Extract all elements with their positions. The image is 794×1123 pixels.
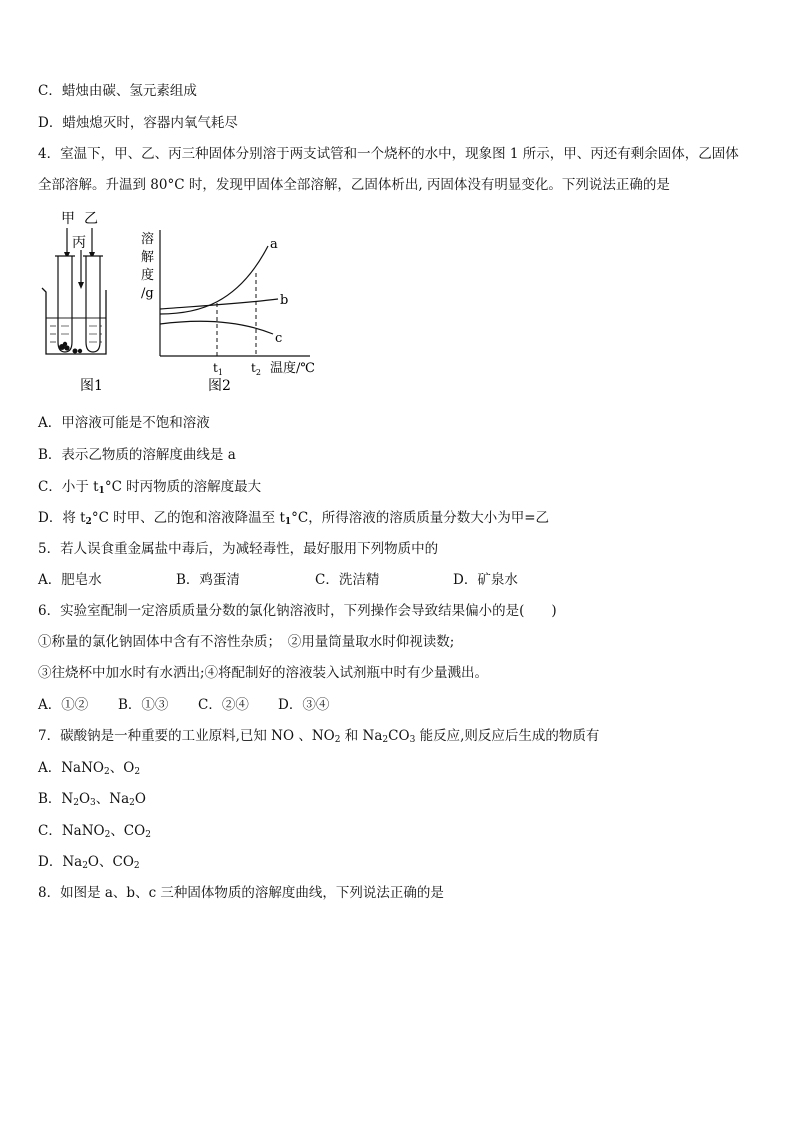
q7-option-d: D．$Na_2O$、$CO_2$ <box>38 854 140 871</box>
figure1 <box>42 211 106 394</box>
q7-option-a: A．NaNO$_2$、$O_2$ <box>38 760 141 777</box>
curve-c-label: c <box>275 331 283 346</box>
q5-option-b: B．鸡蛋清 <box>176 572 240 588</box>
q4-option-c: C．小于 $t_1^\circ C$ 时丙物质的溶解度最大 <box>38 479 262 496</box>
q5-stem: 5．若人误食重金属盐中毒后，为减轻毒性，最好服用下列物质中的 <box>38 541 439 557</box>
q6-option-a: A．①② <box>38 697 89 713</box>
ylabel-char-3: 度 <box>141 268 155 283</box>
q4-stem-line2: 全部溶解。升温到 80°C 时，发现甲固体全部溶解，乙固体析出, 丙固体没有明显变化。下列说法正确的是 <box>38 177 670 193</box>
q5-option-a: A．肥皂水 <box>38 572 102 588</box>
t1-label: $t_1$ <box>213 361 223 377</box>
prev-option-d: D．蜡烛熄灭时，容器内氧气耗尽 <box>38 115 238 131</box>
label-bing: 丙 <box>72 235 86 251</box>
ylabel-char-2: 解 <box>141 250 155 265</box>
q7-stem: 7．碳酸钠是一种重要的工业原料,已知 NO 、$NO_2$ 和 $Na_2CO_3$ 能反应,则反应后生成的物质有 <box>38 728 600 745</box>
q4-stem-line1: 4．室温下，甲、乙、丙三种固体分别溶于两支试管和一个烧杯的水中，现象图 1 所示，甲、丙还有剩余固体，乙固体 <box>38 146 739 162</box>
q4-option-a: A．甲溶液可能是不饱和溶液 <box>38 415 210 431</box>
q6-option-d: D．③④ <box>278 697 330 713</box>
label-jia: 甲 <box>61 211 75 227</box>
q4-option-d: D．将 $t_2^\circ C$ 时甲、乙的饱和溶液降温至 $t_1^\circ C$，所得溶液的溶质质量分数大小为甲=乙 <box>38 510 550 527</box>
curve-a <box>160 246 268 314</box>
t2-label: $t_2$ <box>251 361 261 377</box>
x-axis-label: 温度/℃ <box>270 361 315 376</box>
q7-option-c: C．NaNO$_2$、$CO_2$ <box>38 823 151 840</box>
curve-b-label: b <box>280 293 289 308</box>
prev-option-c: C．蜡烛由碳、氢元素组成 <box>38 83 197 99</box>
q8-stem: 8．如图是 a、b、c 三种固体物质的溶解度曲线，下列说法正确的是 <box>38 885 444 901</box>
q6-items-line2: ③往烧杯中加水时有水洒出;④将配制好的溶液装入试剂瓶中时有少量溅出。 <box>38 665 489 681</box>
q4-option-b: B．表示乙物质的溶解度曲线是 a <box>38 447 236 463</box>
q5-option-d: D．矿泉水 <box>453 572 518 588</box>
q4-figures <box>38 206 368 401</box>
figure1-caption: 图1 <box>80 378 103 394</box>
ylabel-char-1: 溶 <box>141 232 155 247</box>
q6-option-c: C．②④ <box>198 697 249 713</box>
q7-option-b: B．$N_2O_3$、$Na_2O$ <box>38 791 146 808</box>
curve-a-label: a <box>270 237 278 252</box>
q6-option-b: B．①③ <box>118 697 169 713</box>
figure2 <box>141 230 315 394</box>
q6-stem: 6．实验室配制一定溶质质量分数的氯化钠溶液时，下列操作会导致结果偏小的是( ) <box>38 603 557 619</box>
label-yi: 乙 <box>84 211 98 227</box>
q5-option-c: C．洗洁精 <box>315 572 380 588</box>
q6-items-line1: ①称量的氯化钠固体中含有不溶性杂质； ②用量筒量取水时仰视读数; <box>38 634 455 650</box>
ylabel-char-4: /g <box>141 286 154 301</box>
figure2-caption: 图2 <box>208 378 231 394</box>
